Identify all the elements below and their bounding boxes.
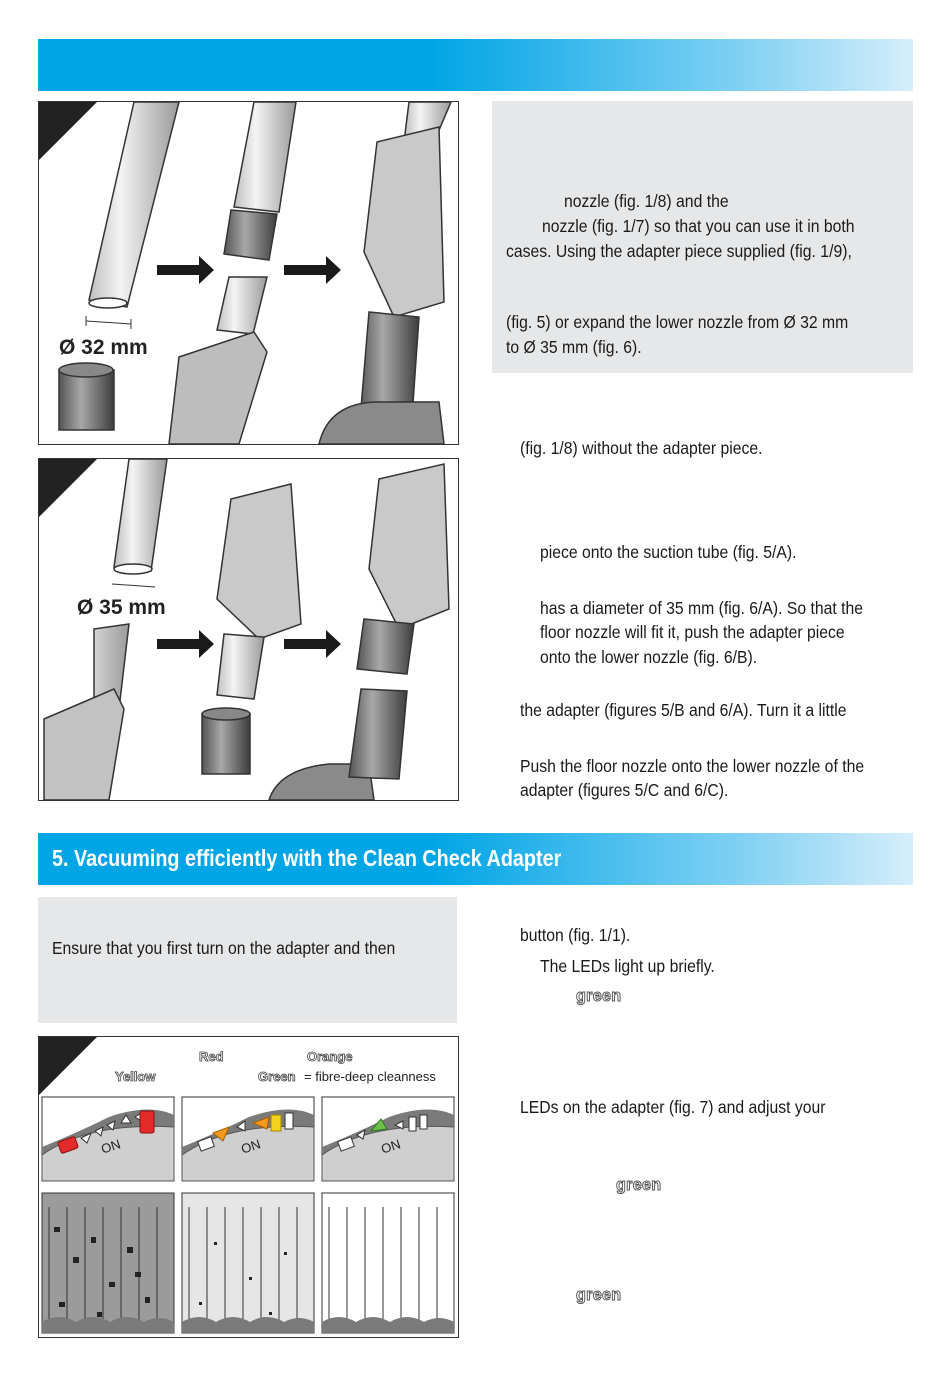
diameter-label-32: Ø 32 mm bbox=[59, 336, 148, 359]
info-text-line: nozzle (fig. 1/7) so that you can use it in both bbox=[542, 216, 855, 236]
instruction-text: has a diameter of 35 mm (fig. 6/A). So that the bbox=[540, 598, 864, 618]
info-text-line: to Ø 35 mm (fig. 6). bbox=[506, 337, 642, 357]
led-label-yellow: Yellow bbox=[115, 1069, 156, 1084]
info-text-line: Ensure that you first turn on the adapter and then bbox=[52, 938, 396, 958]
figure-6-illustration bbox=[39, 459, 458, 800]
info-text-line: cases. Using the adapter piece supplied (fig. 1/9), bbox=[506, 241, 852, 261]
diameter-label-35: Ø 35 mm bbox=[77, 596, 166, 619]
led-green-description: = fibre-deep cleanness bbox=[304, 1069, 436, 1084]
figure-5-illustration bbox=[39, 102, 458, 444]
section-banner bbox=[38, 833, 913, 885]
instruction-text: LEDs on the adapter (fig. 7) and adjust your bbox=[520, 1097, 826, 1117]
instruction-text: The LEDs light up briefly. bbox=[540, 956, 715, 976]
info-text-line: nozzle (fig. 1/8) and the bbox=[564, 191, 729, 211]
led-label-red: Red bbox=[199, 1049, 224, 1064]
instruction-text: button (fig. 1/1). bbox=[520, 925, 631, 945]
info-text-line: (fig. 5) or expand the lower nozzle from Ø 32 mm bbox=[506, 312, 849, 332]
instruction-text: Push the floor nozzle onto the lower nozzle of the bbox=[520, 756, 865, 776]
section-title: 5. Vacuuming efficiently with the Clean Check Adapter bbox=[52, 845, 562, 871]
figure-7-led-chart bbox=[38, 1036, 459, 1338]
instruction-text: floor nozzle will fit it, push the adapter piece bbox=[540, 622, 845, 642]
on-label: ON bbox=[239, 1136, 263, 1157]
on-label: ON bbox=[379, 1136, 403, 1157]
green-keyword: green bbox=[616, 1175, 662, 1194]
instruction-text: the adapter (figures 5/B and 6/A). Turn it a little bbox=[520, 700, 847, 720]
instruction-text: adapter (figures 5/C and 6/C). bbox=[520, 780, 729, 800]
green-keyword: green bbox=[576, 986, 622, 1005]
info-box-adapter bbox=[492, 101, 913, 373]
instruction-text: piece onto the suction tube (fig. 5/A). bbox=[540, 542, 797, 562]
instruction-text: onto the lower nozzle (fig. 6/B). bbox=[540, 647, 758, 667]
info-box-clean-check bbox=[38, 897, 457, 1023]
figure-5 bbox=[38, 101, 459, 445]
instruction-text: (fig. 1/8) without the adapter piece. bbox=[520, 438, 763, 458]
led-panels-illustration bbox=[39, 1037, 458, 1337]
top-banner bbox=[38, 39, 913, 91]
on-label: ON bbox=[99, 1136, 123, 1157]
green-keyword: green bbox=[576, 1285, 622, 1304]
figure-6 bbox=[38, 458, 459, 801]
led-label-orange: Orange bbox=[307, 1049, 353, 1064]
led-label-green: Green bbox=[258, 1069, 296, 1084]
